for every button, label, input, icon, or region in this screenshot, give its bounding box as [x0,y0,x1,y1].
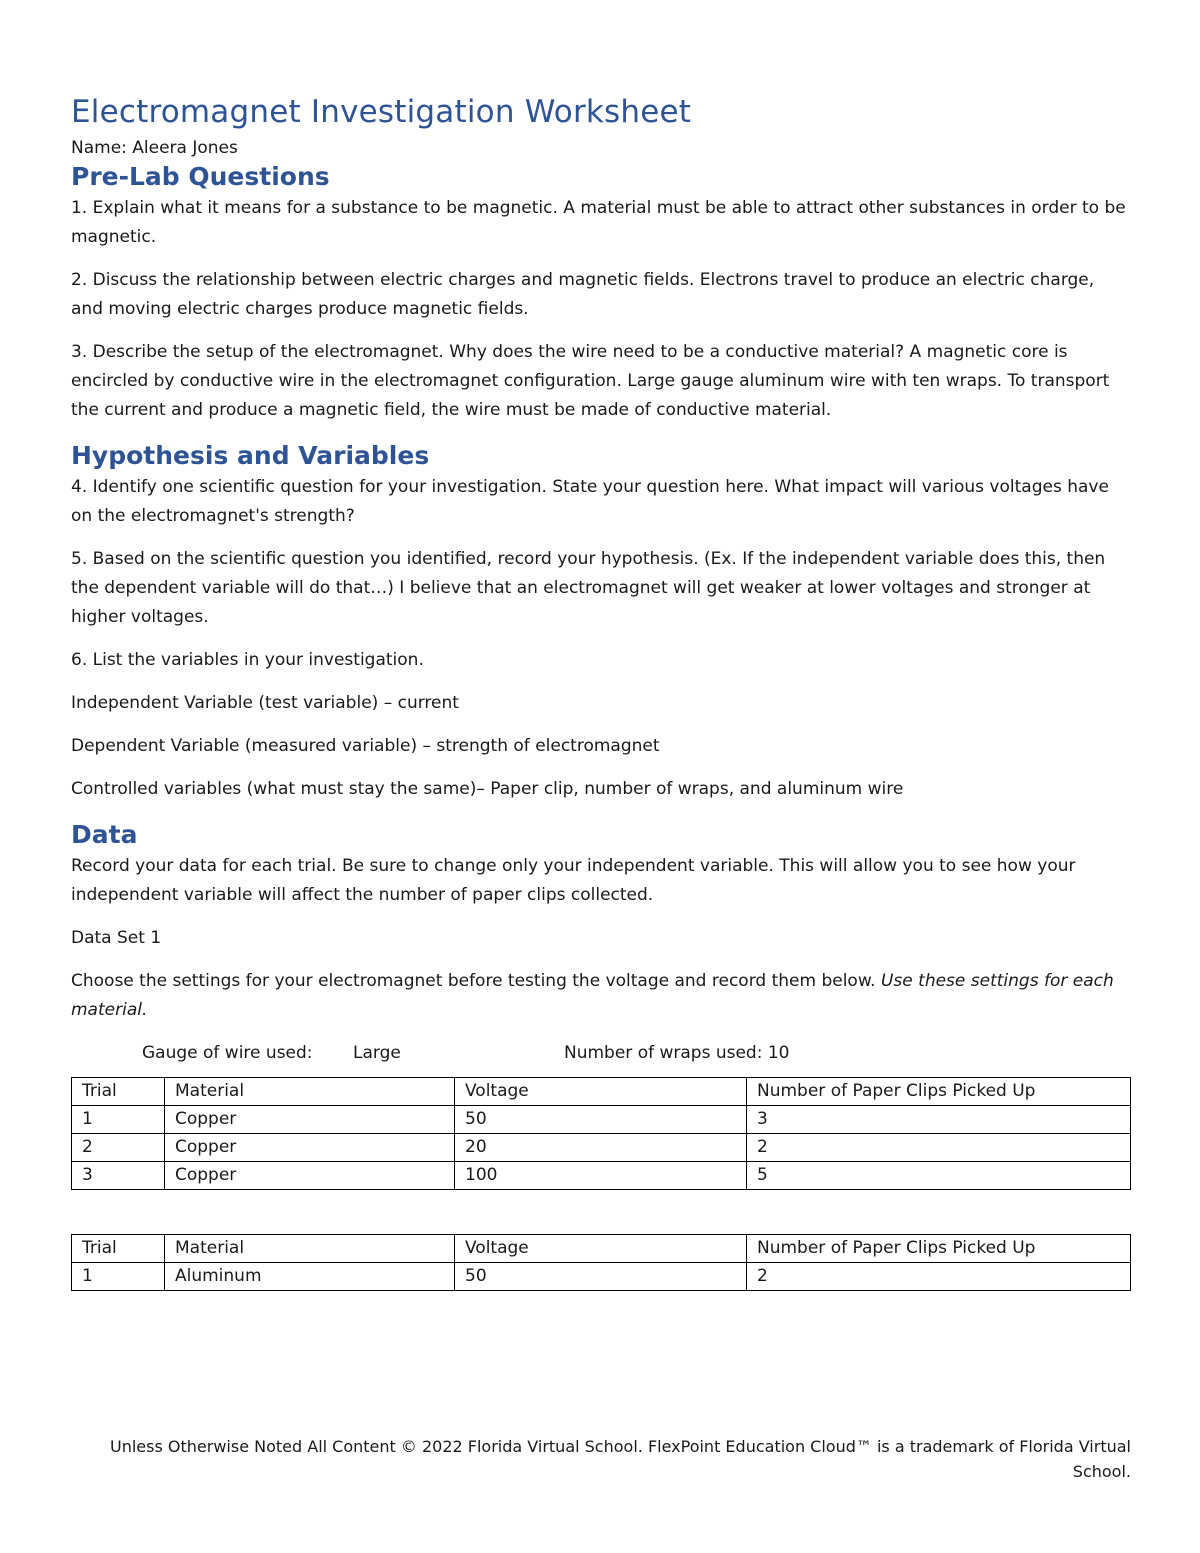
data-set-label: Data Set 1 [71,928,162,948]
question-5: 5. Based on the scientific question you identified, record your hypothesis. (Ex. If the independent variable does this, then the dependent variable will do that…) I believe that an electromagnet will get weaker at lower voltages and stronger at higher voltages. [71,549,1106,627]
cell-paper-clips: 3 [747,1106,1131,1134]
data-table-copper [71,1077,1131,1190]
cell-paper-clips: 5 [747,1162,1131,1190]
cell-voltage: 100 [455,1162,747,1190]
independent-variable: Independent Variable (test variable) – current [71,693,459,713]
wraps-label: Number of wraps used: 10 [564,1043,790,1063]
cell-trial: 3 [72,1162,165,1190]
header-trial: Trial [72,1078,165,1106]
table-row [72,1134,1131,1162]
gauge-value: Large [353,1043,401,1063]
student-name: Name: Aleera Jones [71,138,238,158]
question-3: 3. Describe the setup of the electromagnet. Why does the wire need to be a conductive material? A magnetic core is encircled by conductive wire in the electromagnet configuration. Large gauge aluminum wire with ten wraps. To transport the current and produce a magnetic field, the wire must be made of conductive material. [71,342,1110,420]
header-paper-clips: Number of Paper Clips Picked Up [747,1235,1131,1263]
header-material: Material [165,1235,455,1263]
page-title: Electromagnet Investigation Worksheet [71,94,692,130]
cell-material: Copper [165,1106,455,1134]
settings-instructions [71,967,1131,1025]
data-intro: Record your data for each trial. Be sure to change only your independent variable. This will allow you to see how your independent variable will affect the number of paper clips collected. [71,856,1076,905]
prelab-heading: Pre-Lab Questions [71,162,330,191]
cell-material: Aluminum [165,1263,455,1291]
table-row [72,1162,1131,1190]
cell-trial: 2 [72,1134,165,1162]
gauge-label: Gauge of wire used: [142,1043,313,1063]
table-row [72,1263,1131,1291]
worksheet-page [71,90,1131,1291]
table-header-row [72,1235,1131,1263]
dependent-variable: Dependent Variable (measured variable) – strength of electromagnet [71,736,660,756]
question-2: 2. Discuss the relationship between electric charges and magnetic fields. Electrons travel to produce an electric charge, and moving electric charges produce magnetic fields. [71,270,1095,319]
settings-instructions-italic: Use these settings for each material. [71,971,1114,1020]
table-header-row [72,1078,1131,1106]
hypothesis-heading: Hypothesis and Variables [71,441,430,470]
controlled-variables: Controlled variables (what must stay the same)– Paper clip, number of wraps, and aluminum wire [71,779,904,799]
data-table-aluminum [71,1234,1131,1291]
footer-line-2: School. [1072,1462,1131,1481]
cell-trial: 1 [72,1106,165,1134]
cell-paper-clips: 2 [747,1263,1131,1291]
cell-voltage: 20 [455,1134,747,1162]
cell-paper-clips: 2 [747,1134,1131,1162]
question-6: 6. List the variables in your investigation. [71,650,424,670]
question-1: 1. Explain what it means for a substance to be magnetic. A material must be able to attract other substances in order to be magnetic. [71,198,1126,247]
cell-trial: 1 [72,1263,165,1291]
electromagnet-settings [142,1041,1131,1065]
cell-material: Copper [165,1162,455,1190]
settings-instructions-text: Choose the settings for your electromagnet before testing the voltage and record them below. [71,971,881,991]
header-voltage: Voltage [455,1235,747,1263]
cell-voltage: 50 [455,1263,747,1291]
table-row [72,1106,1131,1134]
cell-voltage: 50 [455,1106,747,1134]
cell-material: Copper [165,1134,455,1162]
copyright-footer [71,1434,1131,1484]
header-paper-clips: Number of Paper Clips Picked Up [747,1078,1131,1106]
header-voltage: Voltage [455,1078,747,1106]
header-material: Material [165,1078,455,1106]
data-heading: Data [71,820,138,849]
header-trial: Trial [72,1235,165,1263]
question-4: 4. Identify one scientific question for your investigation. State your question here. What impact will various voltages have on the electromagnet's strength? [71,477,1109,526]
footer-line-1: Unless Otherwise Noted All Content © 2022 Florida Virtual School. FlexPoint Education Cloud™ is a trademark of Florida Virtual [110,1437,1131,1456]
